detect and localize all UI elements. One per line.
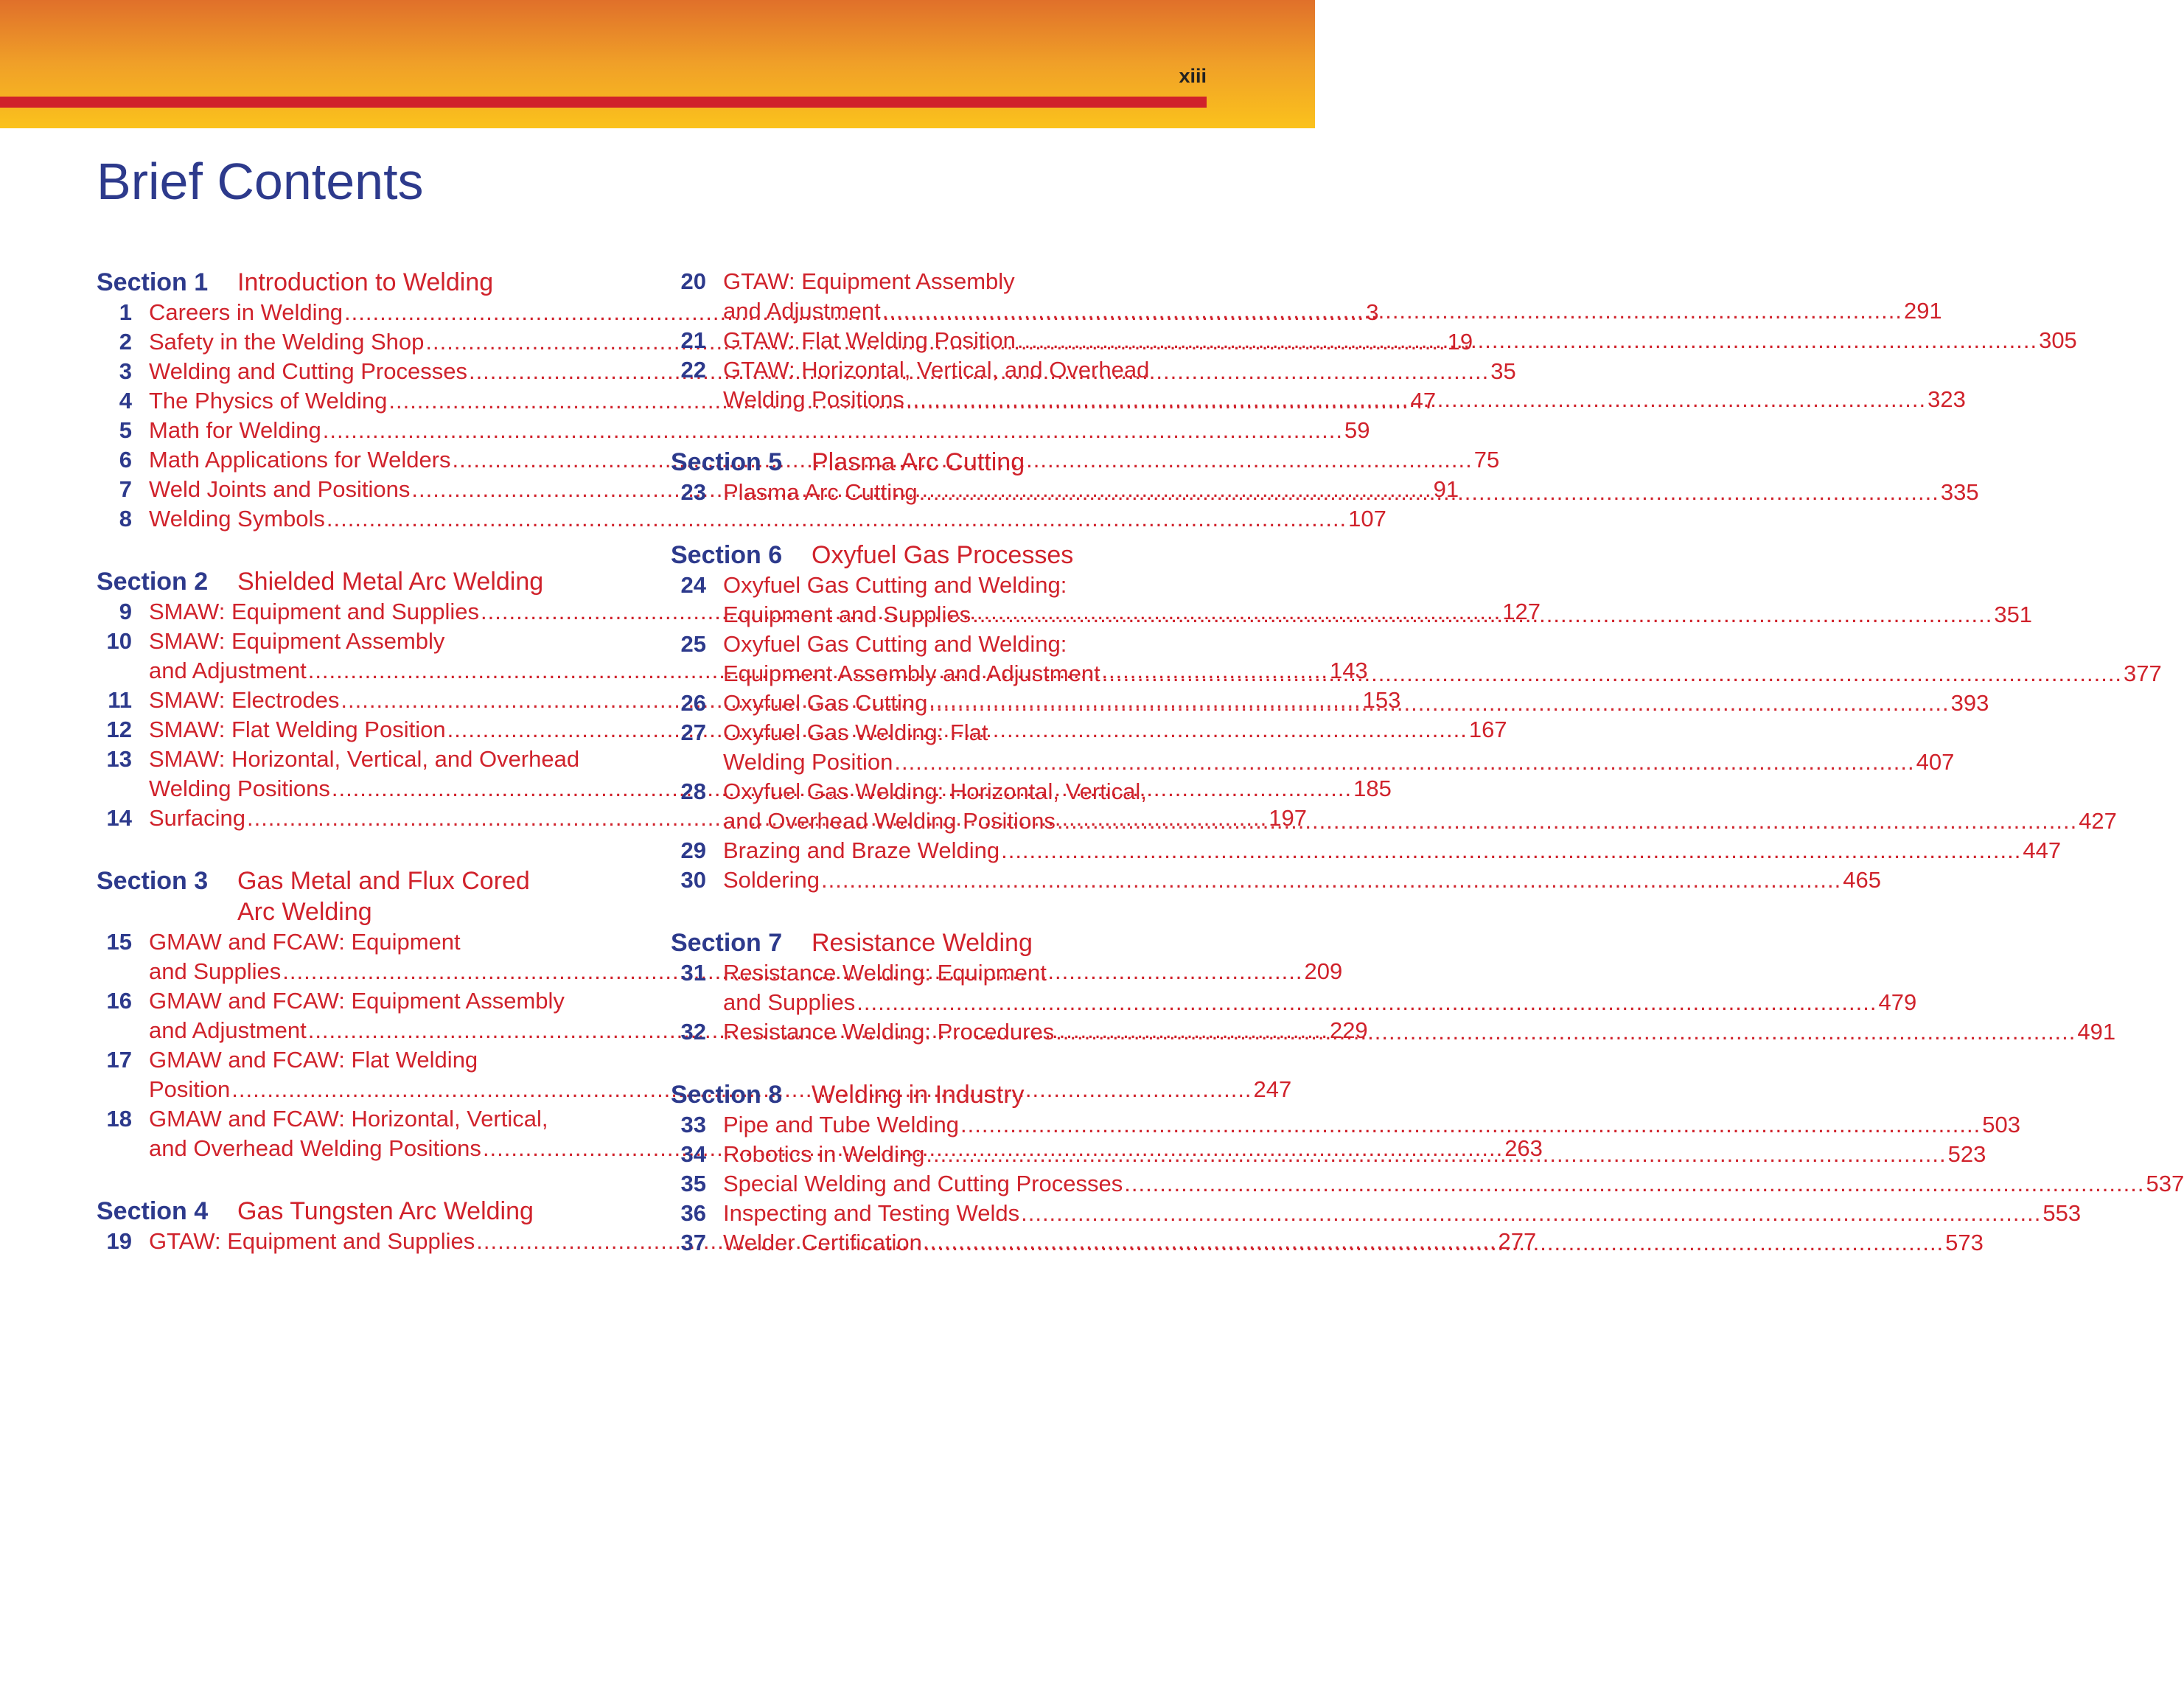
section-title-line: Oxyfuel Gas Processes bbox=[812, 541, 1074, 569]
chapter-title-text: and Adjustment bbox=[149, 1017, 307, 1043]
toc-entry[interactable] bbox=[671, 865, 1881, 895]
chapter-title-line bbox=[723, 718, 1954, 748]
section-title-line: Introduction to Welding bbox=[237, 268, 494, 296]
chapter-number: 6 bbox=[119, 447, 132, 473]
chapter-number: 24 bbox=[680, 572, 706, 598]
chapter-title-line bbox=[723, 478, 1979, 507]
chapter-title bbox=[723, 958, 1916, 1017]
toc-entry[interactable] bbox=[671, 836, 2062, 865]
dot-leader bbox=[882, 296, 1902, 326]
page-title: Brief Contents bbox=[97, 153, 424, 210]
chapter-title-text: and Supplies bbox=[149, 958, 282, 984]
chapter-title-line bbox=[723, 1199, 2081, 1228]
section-title bbox=[812, 1079, 1025, 1110]
chapter-title-text: Inspecting and Testing Welds bbox=[723, 1200, 1020, 1226]
chapter-title-text: Careers in Welding bbox=[149, 299, 343, 325]
dot-leader bbox=[926, 1140, 1946, 1169]
chapter-title-text: GMAW and FCAW: Flat Welding bbox=[149, 1047, 478, 1073]
dot-leader bbox=[1124, 1169, 2144, 1199]
chapter-title-text: Oxyfuel Gas Welding: Horizontal, Vertical, bbox=[723, 778, 1147, 804]
section-heading[interactable] bbox=[671, 447, 1201, 478]
dot-leader bbox=[929, 689, 1949, 718]
chapter-number: 5 bbox=[119, 417, 132, 443]
chapter-title-line bbox=[723, 1169, 2184, 1199]
chapter-title-line bbox=[723, 267, 1942, 296]
chapter-title-line bbox=[723, 659, 2162, 689]
section-label: Section 6 bbox=[671, 541, 783, 569]
page-reference: 229 bbox=[1329, 1017, 1368, 1043]
chapter-title-text: and Adjustment bbox=[723, 298, 881, 324]
chapter-title-text: Oxyfuel Gas Cutting and Welding: bbox=[723, 572, 1067, 598]
chapter-title-text: GMAW and FCAW: Horizontal, Vertical, bbox=[149, 1106, 548, 1132]
header-band bbox=[0, 0, 1315, 128]
page-reference: 107 bbox=[1348, 506, 1386, 532]
chapter-number: 3 bbox=[119, 358, 132, 384]
section-title bbox=[237, 566, 543, 597]
chapter-title-line bbox=[723, 836, 2061, 865]
chapter-title-text: GTAW: Equipment and Supplies bbox=[149, 1228, 475, 1254]
page-reference: 479 bbox=[1878, 989, 1917, 1015]
chapter-number: 36 bbox=[680, 1200, 706, 1226]
chapter-number: 25 bbox=[680, 631, 706, 657]
chapter-title-text: Oxyfuel Gas Cutting bbox=[723, 690, 928, 716]
chapter-title-line bbox=[723, 600, 2032, 630]
chapter-title bbox=[723, 718, 1954, 777]
chapter-title-text: Welding Symbols bbox=[149, 506, 325, 532]
dot-leader bbox=[1056, 1017, 2076, 1047]
page-reference: 335 bbox=[1940, 479, 1979, 505]
chapter-number: 35 bbox=[680, 1171, 706, 1196]
section-heading[interactable] bbox=[97, 865, 629, 927]
chapter-title-line bbox=[723, 1228, 1984, 1258]
chapter-title-line bbox=[723, 385, 1966, 414]
page-reference: 197 bbox=[1269, 805, 1307, 831]
chapter-title-line bbox=[723, 355, 1966, 385]
section-heading[interactable] bbox=[671, 540, 1201, 571]
chapter-number: 16 bbox=[106, 988, 132, 1014]
section-heading[interactable] bbox=[671, 1079, 1201, 1110]
page-reference: 427 bbox=[2079, 808, 2117, 834]
page-reference: 323 bbox=[1927, 386, 1966, 412]
page-reference: 465 bbox=[1843, 867, 1881, 893]
section-title-line: Arc Welding bbox=[237, 898, 372, 926]
dot-leader bbox=[1057, 806, 2077, 836]
dot-leader bbox=[821, 865, 1841, 895]
chapter-title-line bbox=[723, 777, 2117, 806]
chapter-title-text: Special Welding and Cutting Processes bbox=[723, 1171, 1123, 1196]
chapter-number: 29 bbox=[680, 837, 706, 863]
chapter-title bbox=[723, 1228, 1984, 1258]
toc-entry[interactable] bbox=[671, 267, 1942, 326]
chapter-title bbox=[723, 1140, 1986, 1169]
toc-entry[interactable] bbox=[97, 416, 1370, 445]
page-reference: 91 bbox=[1433, 476, 1459, 502]
page-reference: 523 bbox=[1947, 1141, 1986, 1167]
page-reference: 263 bbox=[1504, 1135, 1543, 1161]
chapter-title bbox=[723, 630, 2162, 689]
chapter-number: 12 bbox=[106, 717, 132, 742]
chapter-title-text: Weld Joints and Positions bbox=[149, 476, 411, 502]
section-title-line: Gas Tungsten Arc Welding bbox=[237, 1197, 534, 1225]
dot-leader bbox=[960, 1110, 1981, 1140]
chapter-title-line bbox=[723, 1140, 1986, 1169]
toc-entry[interactable] bbox=[671, 1199, 2082, 1228]
page-reference: 407 bbox=[1916, 749, 1955, 775]
section-label: Section 2 bbox=[97, 568, 209, 596]
dot-leader bbox=[1021, 1199, 2041, 1228]
chapter-number: 13 bbox=[106, 746, 132, 772]
chapter-title-line bbox=[723, 865, 1881, 895]
chapter-number: 31 bbox=[680, 960, 706, 986]
section-title-line: Welding in Industry bbox=[812, 1081, 1025, 1109]
dot-leader bbox=[1102, 659, 2122, 689]
chapter-number: 15 bbox=[106, 929, 132, 955]
chapter-title-text: Resistance Welding: Equipment bbox=[723, 960, 1047, 986]
chapter-title-text: SMAW: Equipment and Supplies bbox=[149, 599, 480, 624]
chapter-title-text: Welding Positions bbox=[149, 776, 330, 801]
chapter-title bbox=[723, 836, 2061, 865]
chapter-number: 23 bbox=[680, 479, 706, 505]
chapter-title-text: GTAW: Flat Welding Position bbox=[723, 327, 1016, 353]
page-reference: 127 bbox=[1502, 599, 1541, 624]
chapter-number: 34 bbox=[680, 1141, 706, 1167]
chapter-title-line bbox=[723, 1110, 2020, 1140]
page-reference: 305 bbox=[2039, 327, 2077, 353]
page-reference: 291 bbox=[1903, 298, 1942, 324]
chapter-title-text: The Physics of Welding bbox=[149, 388, 388, 414]
dot-leader bbox=[919, 478, 1939, 507]
chapter-title bbox=[723, 689, 1989, 718]
section-heading[interactable] bbox=[671, 927, 1201, 958]
page-reference: 277 bbox=[1498, 1228, 1537, 1254]
page-reference: 491 bbox=[2077, 1019, 2116, 1045]
section-title bbox=[237, 865, 530, 927]
chapter-number: 33 bbox=[680, 1112, 706, 1137]
chapter-number: 17 bbox=[106, 1047, 132, 1073]
toc-entry[interactable] bbox=[97, 597, 1541, 627]
page-reference: 167 bbox=[1468, 717, 1507, 742]
page-reference: 143 bbox=[1329, 658, 1368, 683]
chapter-title-text: Safety in the Welding Shop bbox=[149, 329, 425, 355]
page-reference: 35 bbox=[1490, 358, 1516, 384]
chapter-number: 28 bbox=[680, 778, 706, 804]
chapter-number: 22 bbox=[680, 357, 706, 383]
dot-leader bbox=[1017, 326, 2037, 355]
page-reference: 185 bbox=[1353, 776, 1392, 801]
toc-entry[interactable] bbox=[671, 1169, 2184, 1199]
chapter-title bbox=[723, 571, 2032, 630]
chapter-title-text: Plasma Arc Cutting bbox=[723, 479, 918, 505]
section-title bbox=[812, 927, 1033, 958]
page-reference: 393 bbox=[1950, 690, 1989, 716]
section-label: Section 4 bbox=[97, 1197, 209, 1225]
dot-leader bbox=[972, 600, 1992, 630]
chapter-title-text: SMAW: Equipment Assembly bbox=[149, 628, 445, 654]
chapter-title-line bbox=[723, 326, 2077, 355]
dot-leader bbox=[924, 1228, 1944, 1258]
chapter-title-text: and Overhead Welding Positions bbox=[723, 808, 1056, 834]
chapter-title bbox=[723, 865, 1881, 895]
chapter-number: 1 bbox=[119, 299, 132, 325]
chapter-number: 37 bbox=[680, 1230, 706, 1255]
chapter-number: 20 bbox=[680, 268, 706, 294]
chapter-title bbox=[723, 1199, 2081, 1228]
dot-leader bbox=[906, 385, 1926, 414]
chapter-title-text: Oxyfuel Gas Welding: Flat bbox=[723, 719, 988, 745]
chapter-title-text: Welder Certification bbox=[723, 1230, 922, 1255]
section-heading[interactable] bbox=[97, 1196, 629, 1227]
chapter-title-text: Math for Welding bbox=[149, 417, 321, 443]
page-reference: 503 bbox=[1982, 1112, 2020, 1137]
chapter-number: 10 bbox=[106, 628, 132, 654]
chapter-title bbox=[723, 1017, 2115, 1047]
chapter-title-line bbox=[723, 630, 2162, 659]
chapter-title bbox=[723, 1110, 2020, 1140]
page-reference: 247 bbox=[1253, 1076, 1292, 1102]
chapter-number: 8 bbox=[119, 506, 132, 532]
section-title bbox=[237, 267, 493, 298]
chapter-title bbox=[723, 777, 2117, 836]
chapter-title-text: GTAW: Horizontal, Vertical, and Overhead bbox=[723, 357, 1150, 383]
chapter-title-text: Welding and Cutting Processes bbox=[149, 358, 467, 384]
page-reference: 47 bbox=[1410, 388, 1437, 414]
chapter-number: 7 bbox=[119, 476, 132, 502]
section-label: Section 3 bbox=[97, 867, 209, 895]
chapter-title bbox=[723, 1169, 2184, 1199]
section-title bbox=[812, 540, 1073, 571]
chapter-title-text: Pipe and Tube Welding bbox=[723, 1112, 959, 1137]
section-title bbox=[237, 1196, 534, 1227]
chapter-number: 9 bbox=[119, 599, 132, 624]
chapter-title-line bbox=[723, 296, 1942, 326]
chapter-title-text: Welding Position bbox=[723, 749, 893, 775]
chapter-title-text: Equipment and Supplies bbox=[723, 602, 971, 627]
chapter-title-text: and Supplies bbox=[723, 989, 856, 1015]
page-number: xiii bbox=[1179, 65, 1207, 87]
section-label: Section 8 bbox=[671, 1081, 783, 1109]
page-reference: 553 bbox=[2042, 1200, 2082, 1226]
chapter-number: 27 bbox=[680, 719, 706, 745]
toc-entry[interactable] bbox=[671, 1110, 2020, 1140]
chapter-title-text: Brazing and Braze Welding bbox=[723, 837, 1000, 863]
dot-leader bbox=[894, 748, 1914, 777]
page-reference: 447 bbox=[2023, 837, 2062, 863]
chapter-title-text: Resistance Welding: Procedures bbox=[723, 1019, 1055, 1045]
chapter-title-line bbox=[723, 689, 1989, 718]
chapter-title-line bbox=[723, 571, 2032, 600]
chapter-title bbox=[723, 326, 2077, 355]
section-label: Section 5 bbox=[671, 448, 783, 476]
section-title-line: Plasma Arc Cutting bbox=[812, 448, 1025, 476]
chapter-number: 11 bbox=[108, 687, 132, 713]
section-title-line: Gas Metal and Flux Cored bbox=[237, 867, 530, 895]
chapter-number: 26 bbox=[680, 690, 706, 716]
chapter-number: 4 bbox=[119, 388, 132, 414]
section-title-line: Shielded Metal Arc Welding bbox=[237, 568, 544, 596]
header-red-stripe bbox=[0, 97, 1207, 108]
chapter-number: 19 bbox=[106, 1228, 132, 1254]
chapter-title-text: and Adjustment bbox=[149, 658, 307, 683]
page-reference: 19 bbox=[1447, 329, 1473, 355]
chapter-title-text: Position bbox=[149, 1076, 231, 1102]
chapter-title-text: Surfacing bbox=[149, 805, 245, 831]
chapter-title-text: Soldering bbox=[723, 867, 820, 893]
section-heading[interactable] bbox=[97, 267, 629, 298]
page-reference: 153 bbox=[1362, 687, 1401, 713]
chapter-title-text: SMAW: Electrodes bbox=[149, 687, 340, 713]
page-reference: 573 bbox=[1945, 1230, 1984, 1255]
chapter-number: 18 bbox=[106, 1106, 132, 1132]
chapter-number: 2 bbox=[119, 329, 132, 355]
chapter-title-text: Math Applications for Welders bbox=[149, 447, 451, 473]
chapter-title-text: GMAW and FCAW: Equipment bbox=[149, 929, 461, 955]
chapter-title bbox=[723, 267, 1942, 326]
chapter-title-text: SMAW: Horizontal, Vertical, and Overhead bbox=[149, 746, 580, 772]
chapter-number: 32 bbox=[680, 1019, 706, 1045]
chapter-title-line bbox=[723, 806, 2117, 836]
page-reference: 351 bbox=[1994, 602, 2033, 627]
dot-leader bbox=[856, 988, 1877, 1017]
chapter-title-text: SMAW: Flat Welding Position bbox=[149, 717, 446, 742]
chapter-title-text: Welding Positions bbox=[723, 386, 904, 412]
chapter-title-text: Equipment Assembly and Adjustment bbox=[723, 661, 1100, 686]
chapter-number: 30 bbox=[680, 867, 706, 893]
chapter-title-line bbox=[723, 988, 1916, 1017]
page-reference: 3 bbox=[1366, 299, 1379, 325]
page-reference: 75 bbox=[1473, 447, 1500, 473]
section-heading[interactable] bbox=[97, 566, 629, 597]
chapter-number: 21 bbox=[680, 327, 706, 353]
section-label: Section 7 bbox=[671, 929, 783, 957]
chapter-title-text: and Overhead Welding Positions bbox=[149, 1135, 481, 1161]
page-reference: 209 bbox=[1304, 958, 1343, 984]
chapter-title-text: Robotics in Welding bbox=[723, 1141, 925, 1167]
toc-entry[interactable] bbox=[97, 504, 1386, 534]
chapter-title-line bbox=[723, 748, 1954, 777]
section-title-line: Resistance Welding bbox=[812, 929, 1033, 957]
section-title bbox=[812, 447, 1025, 478]
chapter-title bbox=[723, 355, 1966, 414]
chapter-title bbox=[723, 478, 1979, 507]
page-reference: 377 bbox=[2124, 661, 2162, 686]
chapter-title-line bbox=[723, 1017, 2115, 1047]
chapter-title-text: Oxyfuel Gas Cutting and Welding: bbox=[723, 631, 1067, 657]
chapter-title-line bbox=[723, 958, 1916, 988]
chapter-title-text: GTAW: Equipment Assembly bbox=[723, 268, 1015, 294]
chapter-title-text: GMAW and FCAW: Equipment Assembly bbox=[149, 988, 565, 1014]
page-reference: 59 bbox=[1344, 417, 1370, 443]
dot-leader bbox=[1001, 836, 2021, 865]
page-reference: 537 bbox=[2146, 1171, 2184, 1196]
section-label: Section 1 bbox=[97, 268, 209, 296]
chapter-number: 14 bbox=[106, 805, 132, 831]
